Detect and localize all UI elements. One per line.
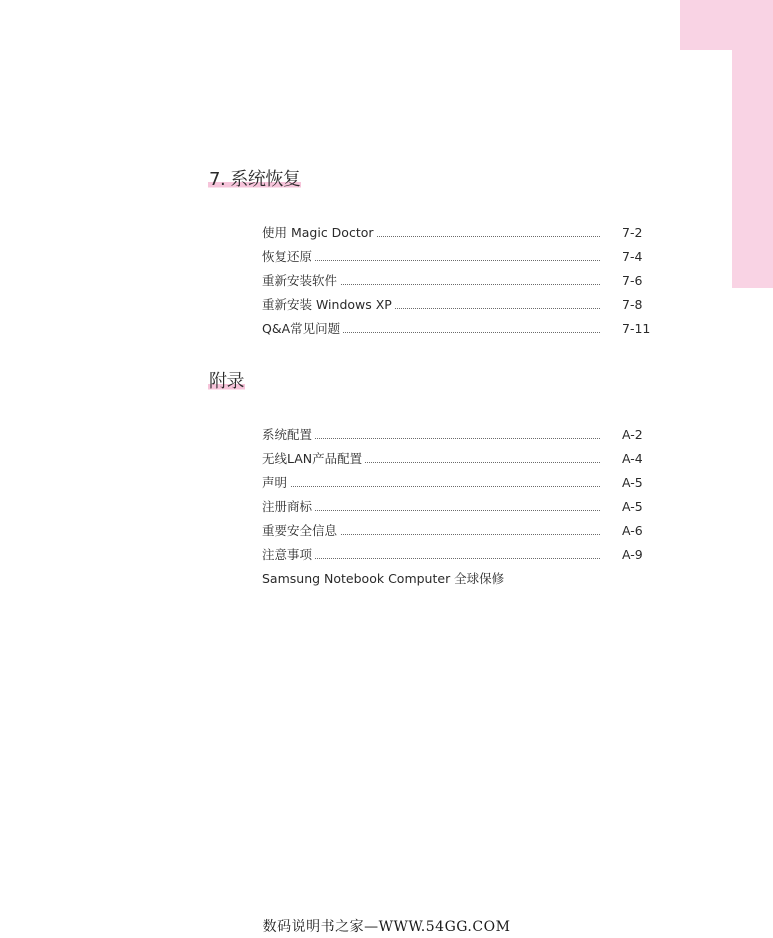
chapter-tab-side bbox=[732, 50, 773, 288]
toc-entry-title: Q&A常见问题 bbox=[262, 321, 343, 336]
toc-entry-page: 7-4 bbox=[622, 249, 643, 264]
toc-entry[interactable] bbox=[262, 293, 652, 317]
toc-entry-page: 7-6 bbox=[622, 273, 643, 288]
toc-entry-page: 7-11 bbox=[622, 321, 651, 336]
toc-entry-page: A-4 bbox=[622, 451, 643, 466]
section-heading-appendix bbox=[208, 371, 245, 393]
toc-entry[interactable] bbox=[262, 317, 652, 341]
toc-entry[interactable] bbox=[262, 447, 652, 471]
toc-entry-title: 恢复还原 bbox=[262, 249, 315, 264]
toc-entry[interactable] bbox=[262, 495, 652, 519]
chapter-tab-top bbox=[680, 0, 773, 50]
toc-entry[interactable] bbox=[262, 519, 652, 543]
toc-entry-page: A-5 bbox=[622, 475, 643, 490]
toc-entry-title: 重要安全信息 bbox=[262, 523, 340, 538]
section-heading-text: 7. 系统恢复 bbox=[209, 169, 301, 190]
toc-entry-page: 7-2 bbox=[622, 225, 643, 240]
toc-entry-title: 重新安装软件 bbox=[262, 273, 340, 288]
toc-entry-title: Samsung Notebook Computer 全球保修 bbox=[262, 571, 507, 586]
section-heading-system-recovery bbox=[208, 169, 301, 191]
toc-entry-page: A-9 bbox=[622, 547, 643, 562]
toc-entry-title: 注意事项 bbox=[262, 547, 315, 562]
toc-entry-title: 注册商标 bbox=[262, 499, 315, 514]
toc-entry[interactable] bbox=[262, 471, 652, 495]
toc-entry[interactable] bbox=[262, 543, 652, 567]
footer-watermark-text: 数码说明书之家—WWW.54GG.COM bbox=[262, 919, 511, 935]
toc-entry[interactable] bbox=[262, 269, 652, 293]
toc-entry-page: 7-8 bbox=[622, 297, 643, 312]
toc-entry-title: 重新安装 Windows XP bbox=[262, 297, 395, 312]
section-heading-text: 附录 bbox=[209, 371, 244, 392]
toc-entry-title: 声明 bbox=[262, 475, 290, 490]
toc-entry-title: 系统配置 bbox=[262, 427, 315, 442]
toc-list-appendix bbox=[262, 423, 652, 591]
toc-entry-page: A-6 bbox=[622, 523, 643, 538]
toc-entry[interactable] bbox=[262, 567, 652, 591]
toc-list-system-recovery bbox=[262, 221, 652, 341]
toc-leader bbox=[262, 486, 600, 487]
toc-entry-page: A-5 bbox=[622, 499, 643, 514]
toc-entry-title: 无线LAN产品配置 bbox=[262, 451, 365, 466]
toc-entry[interactable] bbox=[262, 221, 652, 245]
toc-entry-title: 使用 Magic Doctor bbox=[262, 225, 377, 240]
toc-entry-page: A-2 bbox=[622, 427, 643, 442]
toc-entry[interactable] bbox=[262, 423, 652, 447]
toc-entry[interactable] bbox=[262, 245, 652, 269]
